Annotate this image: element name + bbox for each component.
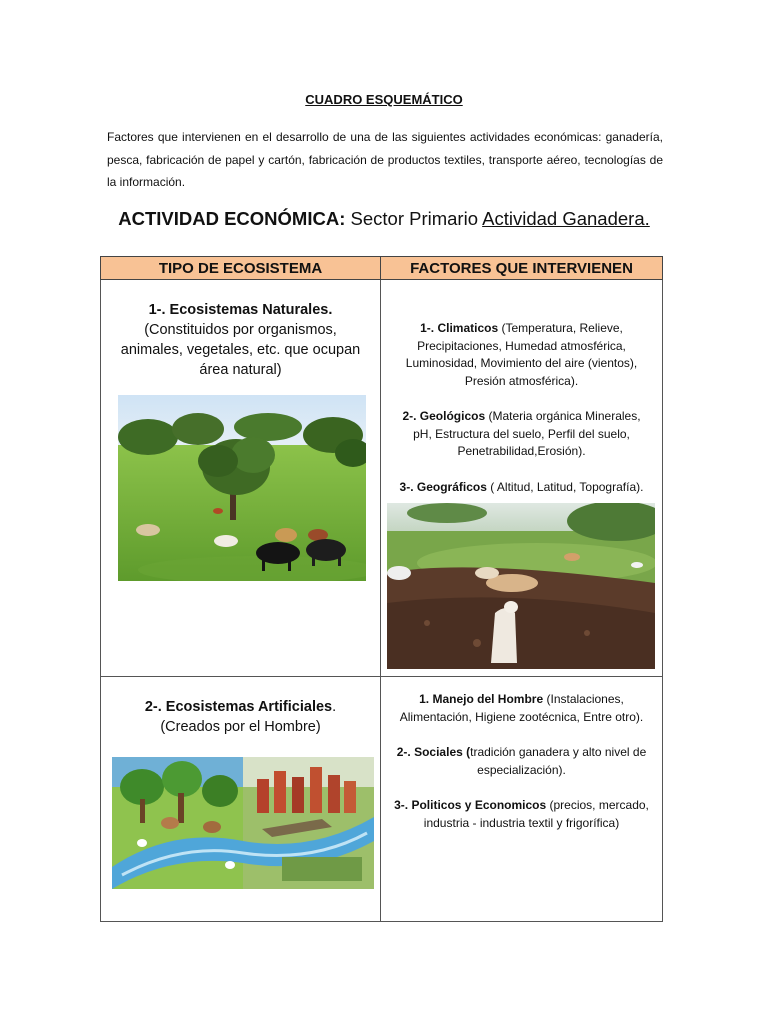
natural-ecosystem-desc: (Constituidos por organismos, animales, vegetales, etc. que ocupan área natural): [120, 322, 361, 378]
heading-activity: Actividad Ganadera.: [482, 208, 650, 229]
natural-factors-cell: [381, 280, 663, 677]
pasture-cattle-photo: [118, 395, 366, 581]
factor-climaticos: [393, 320, 650, 390]
artificial-ecosystem-cell: [101, 677, 381, 922]
factor-geograficos: [393, 479, 650, 497]
table-row: [101, 280, 663, 677]
factor-politicos-economicos: [393, 797, 650, 832]
natural-ecosystem-title: 1-. Ecosistemas Naturales.: [148, 302, 333, 318]
artificial-factors-cell: [381, 677, 663, 922]
intro-paragraph: Factores que intervienen en el desarrollo de una de las siguientes actividades económicas: ganadería, pesca, fabricación de papel y cartón, fabricación de productos textiles, transporte aéreo, tecnologías de la información.: [107, 130, 663, 189]
artificial-ecosystem-desc: . (Creados por el Hombre): [160, 699, 337, 735]
natural-ecosystem-cell: [101, 280, 381, 677]
heading-sector: Sector Primario: [350, 208, 478, 229]
section-heading: [0, 208, 768, 230]
factor-detail: (Materia orgánica Minerales, pH, Estructura del suelo, Perfil del suelo, Penetrabilidad,Erosión).: [413, 409, 641, 458]
factor-name: 1. Manejo del Hombre: [419, 692, 544, 706]
scheme-table: [100, 256, 663, 922]
factor-detail: (Instalaciones, Alimentación, Higiene zootécnica, Entre otro).: [399, 692, 644, 724]
document-title: CUADRO ESQUEMÁTICO: [305, 92, 463, 107]
artificial-ecosystem-title: 2-. Ecosistemas Artificiales: [144, 699, 333, 715]
ecosystem-illustration: [112, 757, 374, 889]
header-ecosystem-type: TIPO DE ECOSISTEMA: [101, 257, 381, 280]
factor-detail: (Temperatura, Relieve, Precipitaciones, Humedad atmosférica, Luminosidad, Movimiento del aire (vientos), Presión atmosférica).: [405, 321, 638, 388]
factor-detail: tradición ganadera y alto nivel de especialización).: [470, 745, 647, 777]
factor-name: 2-. Sociales (: [396, 745, 471, 759]
factor-name: 2-. Geológicos: [402, 409, 486, 423]
factor-geologicos: [393, 408, 650, 461]
factor-sociales: [393, 744, 650, 779]
factor-manejo-del-hombre: [393, 691, 650, 726]
cattle-field-photo: [387, 503, 655, 669]
factor-detail: (precios, mercado, industria - industria textil y frigorífica): [423, 798, 649, 830]
factor-detail: ( Altitud, Latitud, Topografía).: [486, 479, 644, 494]
factor-name: 1-. Climaticos: [420, 321, 499, 335]
factor-name: 3-. Politicos y Economicos: [394, 798, 547, 812]
factor-name: 3-. Geográficos: [399, 479, 487, 494]
table-row: [101, 677, 663, 922]
header-factors: FACTORES QUE INTERVIENEN: [381, 257, 663, 280]
heading-label: ACTIVIDAD ECONÓMICA:: [118, 208, 346, 229]
